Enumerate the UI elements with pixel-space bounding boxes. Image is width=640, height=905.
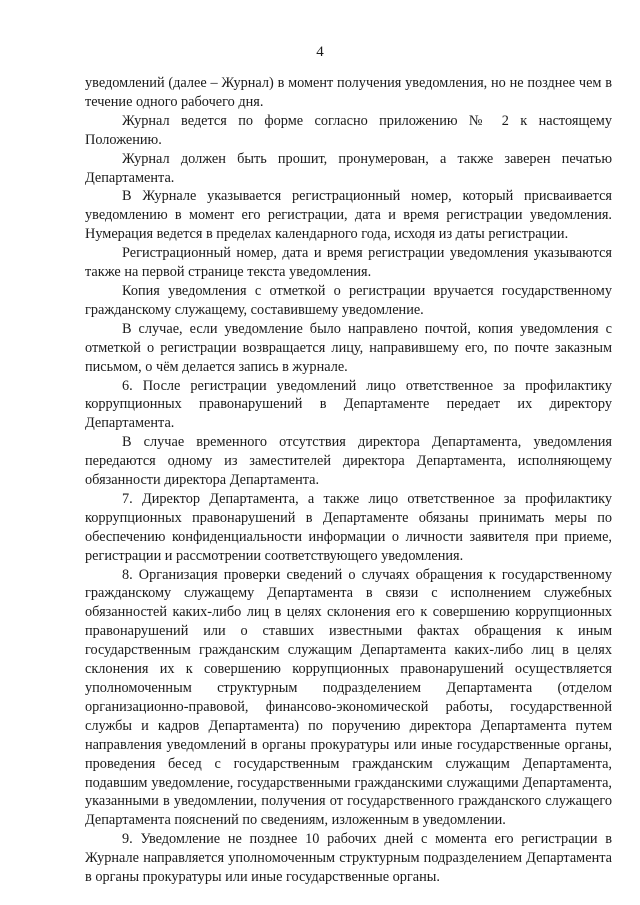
paragraph-journal-registration-continued: уведомлений (далее – Журнал) в момент получения уведомления, но не позднее чем в течение одного рабочего дня. <box>85 75 612 110</box>
paragraph-registration-number: В Журнале указывается регистрационный номер, который присваивается уведомлению в момент его регистрации, дата и время регистрации уведомления. Нумерация ведется в пределах календарного года, исходя из даты регистрации. <box>85 188 612 243</box>
paragraph-item-7: 7. Директор Департамента, а также лицо ответственное за профилактику коррупционных правонарушений в Департаменте обязаны принимать меры по обеспечению конфиденциальности информации о личности заявителя при приеме, регистрации и рассмотрении соответствующего уведомления. <box>85 490 612 564</box>
paragraph-copy-by-mail: В случае, если уведомление было направлено почтой, копия уведомления с отметкой о регистрации возвращается лицу, направившему его, по почте заказным письмом, о чём делается запись в журнале. <box>85 320 612 375</box>
page-number: 4 <box>316 44 324 60</box>
paragraph-copy-handed: Копия уведомления с отметкой о регистрации вручается государственному гражданскому служащему, составившему уведомление. <box>85 282 612 318</box>
paragraph-item-6: 6. После регистрации уведомлений лицо ответственное за профилактику коррупционных правонарушений в Департаменте передает их директору Департамента. <box>85 377 612 432</box>
paragraph-director-absence: В случае временного отсутствия директора Департамента, уведомления передаются одному из заместителей директора Департамента, исполняющему обязанности директора Департамента. <box>85 434 612 489</box>
paragraph-journal-form: Журнал ведется по форме согласно приложению № 2 к настоящему Положению. <box>85 112 612 148</box>
paragraph-item-9: 9. Уведомление не позднее 10 рабочих дней с момента его регистрации в Журнале направляется уполномоченным структурным подразделением Департамента в органы прокуратуры или иные государственные органы. <box>85 831 612 886</box>
paragraph-item-8: 8. Организация проверки сведений о случаях обращения к государственному гражданскому служащему Департамента в связи с исполнением служебных обязанностей каких-либо лиц в целях склонения его к совершению коррупционных правонарушений или о ставших известными фактах обращения к иным государственным гражданским служащим Департамента каких-либо лиц в целях склонения их к совершению коррупционных правонарушений осуществляется уполномоченным структурным подразделением Департамента (отделом организационно-правовой, финансово-экономической работы, государственной службы и кадров Департамента) по поручению директора Департамента путем направления уведомлений в органы прокуратуры или иные государственные органы, проведения бесед с государственным гражданским служащим Департамента, подавшим уведомление, государственными гражданскими служащими Департамента, указанными в уведомлении, получения от государственного гражданского служащего Департамента пояснений по сведениям, изложенным в уведомлении. <box>85 566 612 829</box>
paragraph-registration-first-page: Регистрационный номер, дата и время регистрации уведомления указываются также на первой странице текста уведомления. <box>85 245 612 281</box>
document-body <box>85 74 612 887</box>
paragraph-journal-binding: Журнал должен быть прошит, пронумерован, а также заверен печатью Департамента. <box>85 150 612 186</box>
